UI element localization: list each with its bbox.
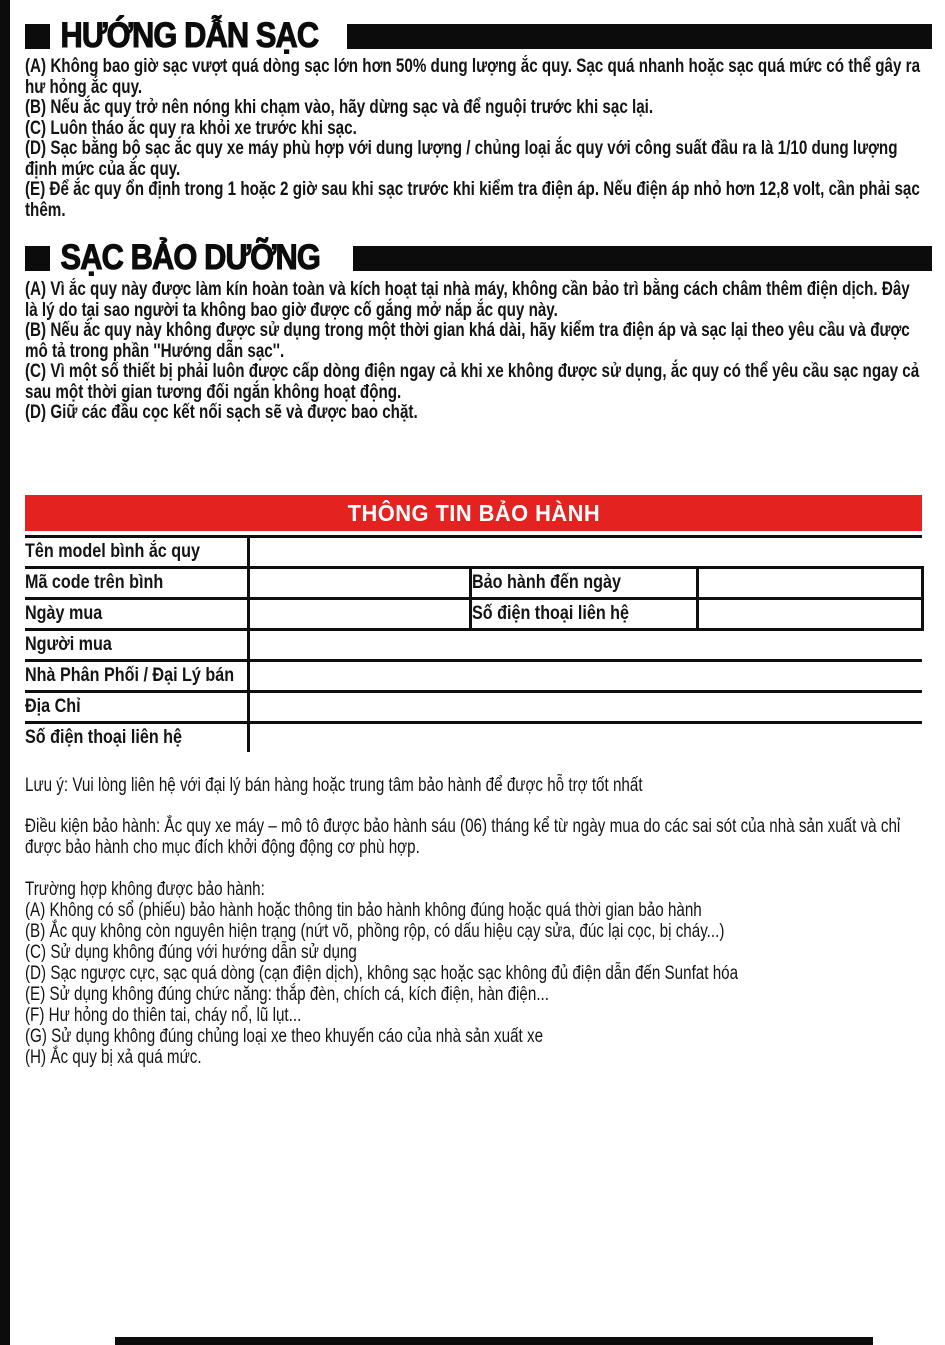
exclusion-item: (G) Sử dụng không đúng chủng loại xe theo khuyến cáo của nhà sản xuất xe (25, 1026, 544, 1047)
instruction-paragraph: (D) Giữ các đầu cọc kết nối sạch sẽ và được bao chặt. (25, 402, 418, 423)
instruction-paragraph: (E) Để ắc quy ổn định trong 1 hoặc 2 giờ sau khi sạc trước khi kiểm tra điện áp. Nếu điện áp nhỏ hơn 12,8 volt, cần phải sạc thêm. (25, 179, 920, 221)
table-label-cell: Số điện thoại liên hệ (25, 723, 248, 753)
table-value-cell (248, 723, 922, 753)
table-value-cell (248, 692, 922, 723)
maintenance-instructions (25, 280, 921, 424)
header-rule-bar (347, 24, 932, 49)
table-label-cell: Tên model bình ắc quy (25, 537, 248, 568)
exclusion-item: (F) Hư hỏng do thiên tai, cháy nổ, lũ lụt... (25, 1005, 302, 1026)
warranty-exclusions (25, 879, 921, 1068)
exclusion-item: (B) Ắc quy không còn nguyên hiện trạng (nứt võ, phồng rộp, có dấu hiệu cạy sửa, đúc lại cọc, bị cháy...) (25, 921, 725, 942)
table-row (25, 723, 922, 753)
table-row (25, 568, 922, 599)
instruction-paragraph: (D) Sạc bằng bộ sạc ắc quy xe máy phù hợp với dung lượng / chủng loại ắc quy với công suất đầu ra là 1/10 dung lượng định mức của ắc quy. (25, 138, 898, 180)
table-value-cell (248, 661, 922, 692)
table-label-cell: Địa Chỉ (25, 692, 248, 723)
page-edge-strip (0, 0, 10, 1345)
instruction-paragraph: (B) Nếu ắc quy này không được sử dụng trong một thời gian khá dài, hãy kiểm tra điện áp và sạc lại theo yêu cầu và được mô tả trong phần ''Hướng dẫn sạc''. (25, 320, 910, 362)
exclusions-intro: Trường hợp không được bảo hành: (25, 879, 265, 900)
table-row (25, 630, 922, 661)
warranty-table-header (25, 495, 922, 531)
instruction-paragraph: (B) Nếu ắc quy trở nên nóng khi chạm vào, hãy dừng sạc và để nguội trước khi sạc lại. (25, 97, 654, 118)
instruction-paragraph: (A) Không bao giờ sạc vượt quá dòng sạc lớn hơn 50% dung lượng ắc quy. Sạc quá nhanh hoặc sạc quá mức có thể gây ra hư hỏng ắc quy. (25, 56, 921, 98)
square-bullet-icon (25, 24, 50, 49)
table-row (25, 599, 922, 630)
table-row (25, 692, 922, 723)
charging-instructions (25, 57, 921, 221)
square-bullet-icon (25, 246, 50, 271)
table-row (25, 661, 922, 692)
instruction-paragraph: (C) Vì một số thiết bị phải luôn được cấp dòng điện ngay cả khi xe không được sử dụng, ắc quy có thể yêu cầu sạc ngay cả sau một thời gian tương đối ngắn không hoạt động. (25, 361, 920, 403)
maintenance-section-title: SẠC BẢO DƯỠNG (60, 238, 320, 277)
instruction-paragraph: (A) Vì ắc quy này được làm kín hoàn toàn và kích hoạt tại nhà máy, không cần bảo trì bằng cách châm thêm điện dịch. Đây là lý do tại sao người ta không bao giờ được cố gắng mở nắp ắc quy này. (25, 279, 910, 321)
charging-section-title: HƯỚNG DẪN SẠC (60, 16, 319, 55)
conditions-text: Điều kiện bảo hành: Ắc quy xe máy – mô tô được bảo hành sáu (06) tháng kể từ ngày mua do các sai sót của nhà sản xuất và chỉ được bảo hành cho mục đích khởi động động cơ phù hợp. (25, 816, 901, 858)
table-label-cell: Ngày mua (25, 599, 248, 630)
note-text: Lưu ý: Vui lòng liên hệ với đại lý bán hàng hoặc trung tâm bảo hành để được hỗ trợ tốt nhất (25, 775, 643, 796)
warranty-conditions (25, 816, 921, 858)
table-label-cell: Mã code trên bình (25, 568, 248, 599)
exclusion-item: (A) Không có sổ (phiếu) bảo hành hoặc thông tin bảo hành không đúng hoặc quá thời gian bảo hành (25, 900, 702, 921)
table-value-cell (697, 568, 922, 599)
support-note (25, 775, 921, 796)
table-label-cell: Người mua (25, 630, 248, 661)
charging-section-header (25, 16, 932, 55)
footer-bar (115, 1337, 873, 1345)
exclusion-item: (D) Sạc ngược cực, sạc quá dòng (cạn điện dịch), không sạc hoặc sạc không đủ điện dẫn đến Sunfat hóa (25, 963, 739, 984)
maintenance-section-header (25, 238, 932, 277)
header-rule-bar (353, 246, 932, 271)
table-value-cell (248, 599, 470, 630)
table-value-cell (248, 630, 922, 661)
exclusion-item: (C) Sử dụng không đúng với hướng dẫn sử dụng (25, 942, 357, 963)
table-label-cell: Số điện thoại liên hệ (470, 599, 697, 630)
warranty-table (25, 535, 924, 752)
table-label-cell: Bảo hành đến ngày (470, 568, 697, 599)
instruction-paragraph: (C) Luôn tháo ắc quy ra khỏi xe trước khi sạc. (25, 117, 357, 139)
warranty-table-title: THÔNG TIN BẢO HÀNH (347, 499, 600, 526)
table-value-cell (697, 599, 922, 630)
table-label-cell: Nhà Phân Phối / Đại Lý bán (25, 661, 248, 692)
exclusion-item: (H) Ắc quy bị xả quá mức. (25, 1047, 202, 1068)
table-row (25, 537, 922, 568)
table-value-cell (248, 568, 470, 599)
exclusion-item: (E) Sử dụng không đúng chức năng: thắp đèn, chích cá, kích điện, hàn điện... (25, 984, 549, 1005)
table-value-cell (248, 537, 922, 568)
